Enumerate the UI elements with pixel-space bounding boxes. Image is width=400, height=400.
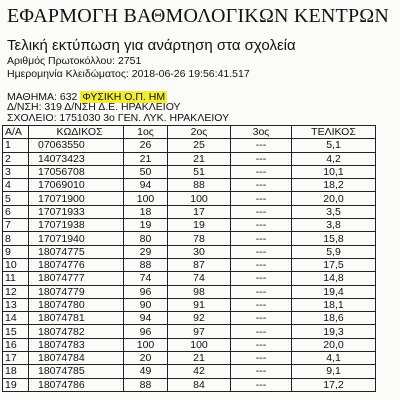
cell-second: 92 [168, 312, 231, 325]
cell-aa: 15 [3, 325, 29, 338]
cell-third: --- [231, 378, 292, 391]
cell-second: 21 [168, 152, 231, 165]
cell-first: 90 [124, 298, 168, 311]
cell-second: 51 [168, 165, 231, 178]
table-row [3, 378, 376, 391]
cell-code: 18074781 [29, 312, 124, 325]
column-header-final: ΤΕΛΙΚΟΣ [292, 126, 376, 139]
cell-final: 19,3 [292, 325, 376, 338]
cell-code: 17071933 [29, 205, 124, 218]
cell-aa: 1 [3, 139, 29, 152]
table-row [3, 352, 376, 365]
cell-aa: 11 [3, 272, 29, 285]
cell-third: --- [231, 272, 292, 285]
cell-aa: 9 [3, 245, 29, 258]
cell-first: 29 [124, 245, 168, 258]
cell-aa: 8 [3, 232, 29, 245]
cell-code: 07063550 [29, 139, 124, 152]
school-line: ΣΧΟΛΕΙΟ: 1751030 3ο ΓΕΝ. ΛΥΚ. ΗΡΑΚΛΕΙΟΥ [7, 112, 230, 124]
cell-code: 18074786 [29, 378, 124, 391]
cell-third: --- [231, 285, 292, 298]
cell-second: 100 [168, 338, 231, 351]
cell-third: --- [231, 179, 292, 192]
cell-code: 14073423 [29, 152, 124, 165]
table-row [3, 258, 376, 271]
cell-third: --- [231, 232, 292, 245]
cell-first: 94 [124, 312, 168, 325]
cell-aa: 2 [3, 152, 29, 165]
cell-final: 18,2 [292, 179, 376, 192]
cell-first: 74 [124, 272, 168, 285]
table-row [3, 245, 376, 258]
cell-third: --- [231, 245, 292, 258]
cell-final: 20,0 [292, 338, 376, 351]
cell-aa: 17 [3, 352, 29, 365]
cell-code: 18074775 [29, 245, 124, 258]
cell-code: 17071938 [29, 219, 124, 232]
cell-final: 4,1 [292, 352, 376, 365]
protocol-number: Αριθμός Πρωτοκόλλου: 2751 [7, 55, 142, 67]
cell-second: 91 [168, 298, 231, 311]
cell-second: 19 [168, 219, 231, 232]
table-row [3, 232, 376, 245]
table-row [3, 165, 376, 178]
cell-aa: 6 [3, 205, 29, 218]
cell-first: 19 [124, 219, 168, 232]
cell-aa: 14 [3, 312, 29, 325]
cell-second: 97 [168, 325, 231, 338]
cell-first: 88 [124, 258, 168, 271]
cell-code: 17071900 [29, 192, 124, 205]
cell-aa: 16 [3, 338, 29, 351]
cell-second: 98 [168, 285, 231, 298]
cell-aa: 4 [3, 179, 29, 192]
cell-first: 49 [124, 365, 168, 378]
cell-aa: 18 [3, 365, 29, 378]
cell-code: 17071940 [29, 232, 124, 245]
grades-table [2, 125, 376, 392]
cell-first: 88 [124, 378, 168, 391]
table-row [3, 272, 376, 285]
cell-third: --- [231, 325, 292, 338]
cell-final: 5,1 [292, 139, 376, 152]
cell-second: 87 [168, 258, 231, 271]
cell-third: --- [231, 338, 292, 351]
cell-second: 78 [168, 232, 231, 245]
table-row [3, 285, 376, 298]
cell-second: 100 [168, 192, 231, 205]
cell-third: --- [231, 312, 292, 325]
cell-final: 3,8 [292, 219, 376, 232]
table-row [3, 152, 376, 165]
cell-aa: 3 [3, 165, 29, 178]
cell-second: 25 [168, 139, 231, 152]
cell-code: 18074784 [29, 352, 124, 365]
table-row [3, 312, 376, 325]
cell-aa: 7 [3, 219, 29, 232]
cell-code: 17056708 [29, 165, 124, 178]
cell-final: 17,2 [292, 378, 376, 391]
cell-aa: 10 [3, 258, 29, 271]
cell-first: 20 [124, 352, 168, 365]
column-header-code: ΚΩΔΙΚΟΣ [29, 126, 124, 139]
cell-first: 50 [124, 165, 168, 178]
cell-final: 20,0 [292, 192, 376, 205]
column-header-first: 1ος [124, 126, 168, 139]
cell-third: --- [231, 352, 292, 365]
cell-second: 84 [168, 378, 231, 391]
cell-first: 80 [124, 232, 168, 245]
subject-name-highlight: ΦΥΣΙΚΗ Ο.Π. ΗΜ [82, 91, 166, 103]
column-header-aa: Α/Α [3, 126, 29, 139]
cell-second: 17 [168, 205, 231, 218]
cell-third: --- [231, 165, 292, 178]
cell-third: --- [231, 258, 292, 271]
cell-final: 18,6 [292, 312, 376, 325]
cell-final: 3,5 [292, 205, 376, 218]
cell-final: 19,4 [292, 285, 376, 298]
cell-final: 17,5 [292, 258, 376, 271]
cell-final: 4,2 [292, 152, 376, 165]
table-row [3, 338, 376, 351]
cell-final: 15,8 [292, 232, 376, 245]
cell-final: 10,1 [292, 165, 376, 178]
cell-first: 26 [124, 139, 168, 152]
cell-aa: 12 [3, 285, 29, 298]
table-row [3, 179, 376, 192]
cell-code: 18074785 [29, 365, 124, 378]
cell-third: --- [231, 139, 292, 152]
subject-prefix: ΜΑΘΗΜΑ: 632 [7, 91, 81, 103]
cell-first: 96 [124, 325, 168, 338]
cell-second: 30 [168, 245, 231, 258]
table-row [3, 192, 376, 205]
cell-first: 96 [124, 285, 168, 298]
cell-first: 100 [124, 338, 168, 351]
page-title: ΕΦΑΡΜΟΓΗ ΒΑΘΜΟΛΟΓΙΚΩΝ ΚΕΝΤΡΩΝ [7, 5, 390, 27]
cell-aa: 19 [3, 378, 29, 391]
column-header-second: 2ος [168, 126, 231, 139]
cell-code: 18074783 [29, 338, 124, 351]
cell-first: 18 [124, 205, 168, 218]
cell-second: 74 [168, 272, 231, 285]
cell-final: 9,1 [292, 365, 376, 378]
cell-aa: 5 [3, 192, 29, 205]
cell-final: 18,1 [292, 298, 376, 311]
cell-aa: 13 [3, 298, 29, 311]
cell-third: --- [231, 205, 292, 218]
cell-first: 21 [124, 152, 168, 165]
cell-third: --- [231, 298, 292, 311]
table-row [3, 139, 376, 152]
lock-date: Ημερομηνία Κλειδώματος: 2018-06-26 19:56:41.517 [7, 68, 250, 80]
cell-second: 42 [168, 365, 231, 378]
cell-second: 88 [168, 179, 231, 192]
table-header-row [3, 126, 376, 139]
cell-code: 18074777 [29, 272, 124, 285]
cell-code: 17069010 [29, 179, 124, 192]
cell-third: --- [231, 152, 292, 165]
cell-code: 18074776 [29, 258, 124, 271]
cell-third: --- [231, 192, 292, 205]
cell-first: 100 [124, 192, 168, 205]
cell-code: 18074782 [29, 325, 124, 338]
cell-first: 94 [124, 179, 168, 192]
cell-second: 21 [168, 352, 231, 365]
cell-final: 5,9 [292, 245, 376, 258]
table-row [3, 365, 376, 378]
table-row [3, 219, 376, 232]
table-row [3, 205, 376, 218]
directorate-line: Δ/ΝΣΗ: 319 Δ/ΝΣΗ Δ.Ε. ΗΡΑΚΛΕΙΟΥ [7, 101, 181, 113]
column-header-third: 3ος [231, 126, 292, 139]
cell-code: 18074780 [29, 298, 124, 311]
table-row [3, 325, 376, 338]
cell-code: 18074779 [29, 285, 124, 298]
table-row [3, 298, 376, 311]
cell-final: 14,8 [292, 272, 376, 285]
page-subtitle: Τελική εκτύπωση για ανάρτηση στα σχολεία [7, 37, 296, 54]
cell-third: --- [231, 219, 292, 232]
cell-third: --- [231, 365, 292, 378]
